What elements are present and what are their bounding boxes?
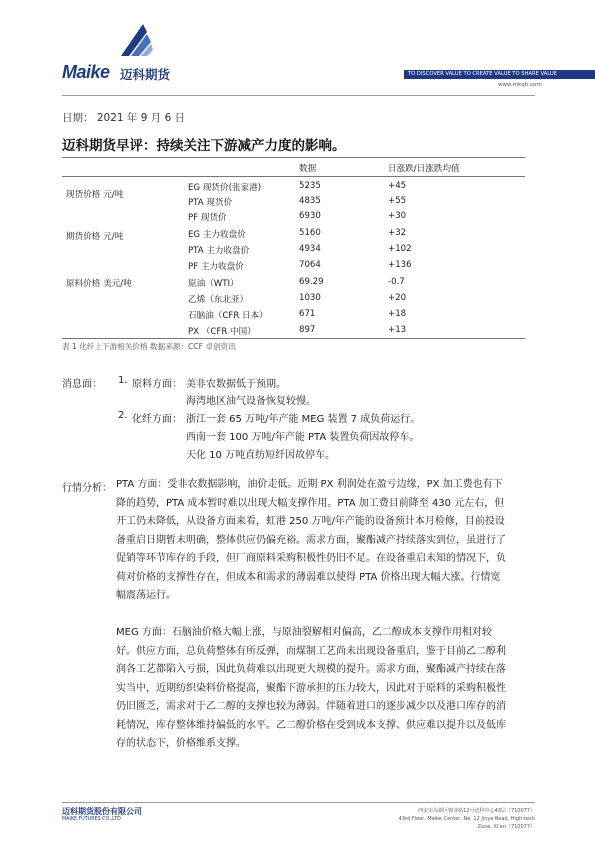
para-line: 耗情况，库存整体维持偏低的水平。乙二醇价格在受到成本支撑、供应难以提升以及低库 bbox=[116, 719, 506, 731]
row-name: EG 现货价(张家港) bbox=[188, 183, 262, 193]
row-value: 1030 bbox=[299, 293, 321, 303]
footer-address-cn: 西安市高新区锦业路12号迈科中心43层（710077） bbox=[418, 808, 535, 814]
row-name: 乙烯（东北亚） bbox=[188, 295, 249, 305]
meg-analysis-paragraph bbox=[116, 624, 536, 754]
col-header-data: 数据 bbox=[299, 164, 317, 174]
para-line: 好。供应方面，总负荷整体有所反弹，而煤制工艺尚未出现设备重启，鉴于目前乙二醇利 bbox=[116, 645, 506, 657]
row-change: +30 bbox=[388, 211, 407, 221]
para-line: 荷对价格的支撑性存在，但成本和需求的薄弱难以使得 PTA 价格出现大幅大涨。行情宽 bbox=[116, 571, 501, 583]
para-line: 幅震荡运行。 bbox=[116, 590, 176, 601]
pta-analysis-paragraph bbox=[116, 476, 536, 606]
table-caption: 表 1 化纤上下游相关价格 数据来源：CCF 卓创资讯 bbox=[62, 342, 236, 351]
row-change: -0.7 bbox=[388, 277, 405, 287]
row-name: 石脑油（CFR 日本） bbox=[188, 311, 268, 321]
row-value: 6930 bbox=[299, 211, 321, 221]
row-change: +32 bbox=[388, 228, 407, 238]
footer-company-name-en: MAIKE FUTURES CO.,LTD bbox=[62, 817, 121, 822]
news-line: 天化 10 万吨直纺短纤因故停车。 bbox=[186, 450, 336, 461]
para-line: 润各工艺都陷入亏损，因此负荷难以出现更大规模的提升。需求方面，聚酯减产持续在落 bbox=[116, 664, 506, 675]
para-line: 降的趋势，PTA 成本暂时难以出现大幅支撑作用。PTA 加工费目前降至 430 元左右，但 bbox=[116, 497, 505, 509]
logo-cn-text: 迈科期货 bbox=[120, 67, 171, 82]
para-line: 仍旧匮乏，需求对于乙二醇的支撑也较为薄弱。伴随着进口的逐步减少以及港口库存的消 bbox=[116, 701, 506, 712]
row-name: PTA 现货价 bbox=[188, 198, 233, 208]
logo-text: Maike bbox=[62, 62, 110, 82]
row-value: 4934 bbox=[299, 244, 321, 254]
news-label: 消息面： bbox=[62, 379, 102, 390]
row-change: +136 bbox=[388, 260, 412, 270]
row-name: PF 主力收盘价 bbox=[188, 262, 244, 272]
slogan-text: TO DISCOVER VALUE TO CREATE VALUE TO SHARE VALUE bbox=[408, 71, 557, 77]
row-value: 5160 bbox=[299, 228, 321, 238]
group-label: 原料价格 美元/吨 bbox=[66, 279, 132, 289]
news-line: 浙江一套 65 万吨/年产能 MEG 装置 7 成负荷运行。 bbox=[186, 414, 421, 425]
news-line: 西南一套 100 万吨/年产能 PTA 装置负荷因故停车。 bbox=[186, 432, 420, 443]
row-value: 69.29 bbox=[299, 277, 324, 287]
report-date: 日期： 2021 年 9 月 6 日 bbox=[62, 112, 186, 124]
news-item-number: 1. bbox=[118, 375, 128, 386]
table-bottom-rule bbox=[62, 338, 525, 339]
news-item-head: 化纤方面： bbox=[132, 414, 182, 425]
row-name: 原油（WTI） bbox=[188, 279, 239, 289]
row-value: 7064 bbox=[299, 260, 321, 270]
row-name: PF 现货价 bbox=[188, 213, 227, 223]
row-change: +45 bbox=[388, 181, 407, 191]
row-value: 671 bbox=[299, 309, 316, 319]
analysis-label: 行情分析： bbox=[62, 483, 112, 494]
group-label: 期货价格 元/吨 bbox=[66, 232, 124, 242]
news-item-head: 原料方面： bbox=[132, 379, 182, 390]
para-line: 促销等环节库存的手段，但厂商原料采购积极性仍旧不足。在设备重启未知的情况下，负 bbox=[116, 553, 506, 564]
col-header-change: 日涨跌/日涨跌均值 bbox=[388, 164, 460, 174]
news-line: 海湾地区油气设备恢复较慢。 bbox=[186, 396, 316, 407]
row-change: +13 bbox=[388, 325, 407, 335]
row-value: 4835 bbox=[299, 196, 321, 206]
header-url[interactable]: www.mkqh.com bbox=[498, 82, 542, 88]
row-change: +18 bbox=[388, 309, 407, 319]
footer-address bbox=[395, 807, 535, 831]
header-divider bbox=[62, 95, 535, 96]
table-top-rule bbox=[62, 157, 525, 158]
logo-mark-icon bbox=[117, 20, 157, 62]
para-line: 实当中，近期纺织染料价格提高，聚酯下游承担的压力较大，因此对于原料的采购积极性 bbox=[116, 682, 506, 694]
para-line: 备重启日期暂未明确，整体供应仍偏充裕。需求方面，聚酯减产持续落实到位，虽进行了 bbox=[116, 534, 506, 546]
para-line: 开工仍未降低，从设备方面来看，虹港 250 万吨/年产能的设备预计本月检修，目前投设 bbox=[116, 516, 505, 527]
row-value: 897 bbox=[299, 325, 316, 335]
news-line: 美非农数据低于预期。 bbox=[186, 379, 286, 390]
page-title: 迈科期货早评：持续关注下游减产力度的影响。 bbox=[62, 138, 346, 154]
para-line: 存的状态下，价格维系支撑。 bbox=[116, 738, 246, 749]
news-item-number: 2. bbox=[118, 410, 128, 421]
row-name: EG 主力收盘价 bbox=[188, 230, 246, 240]
row-change: +102 bbox=[388, 244, 412, 254]
table-header-rule bbox=[62, 176, 525, 177]
row-change: +20 bbox=[388, 293, 407, 303]
row-value: 5235 bbox=[299, 181, 321, 191]
row-name: PTA 主力收盘价 bbox=[188, 246, 250, 256]
footer-company-name: 迈科期货股份有限公司 bbox=[62, 807, 142, 816]
row-change: +55 bbox=[388, 196, 407, 206]
para-line: PTA 方面：受非农数据影响，油价走低。近期 PX 利润处在盈亏边缘，PX 加工费也有下 bbox=[116, 479, 503, 490]
row-name: PX （CFR 中国） bbox=[188, 327, 256, 337]
footer-address-en: 43rd Floor, Maike Center, No. 12 Jinye Road, High-tech Zone, Xi'an（710077） bbox=[398, 816, 535, 830]
para-line: MEG 方面：石脑油价格大幅上涨，与原油裂解相对偏高，乙二醇成本支撑作用相对较 bbox=[116, 627, 492, 638]
footer-divider bbox=[62, 802, 535, 803]
company-logo bbox=[62, 20, 192, 82]
group-label: 现货价格 元/吨 bbox=[66, 190, 124, 200]
